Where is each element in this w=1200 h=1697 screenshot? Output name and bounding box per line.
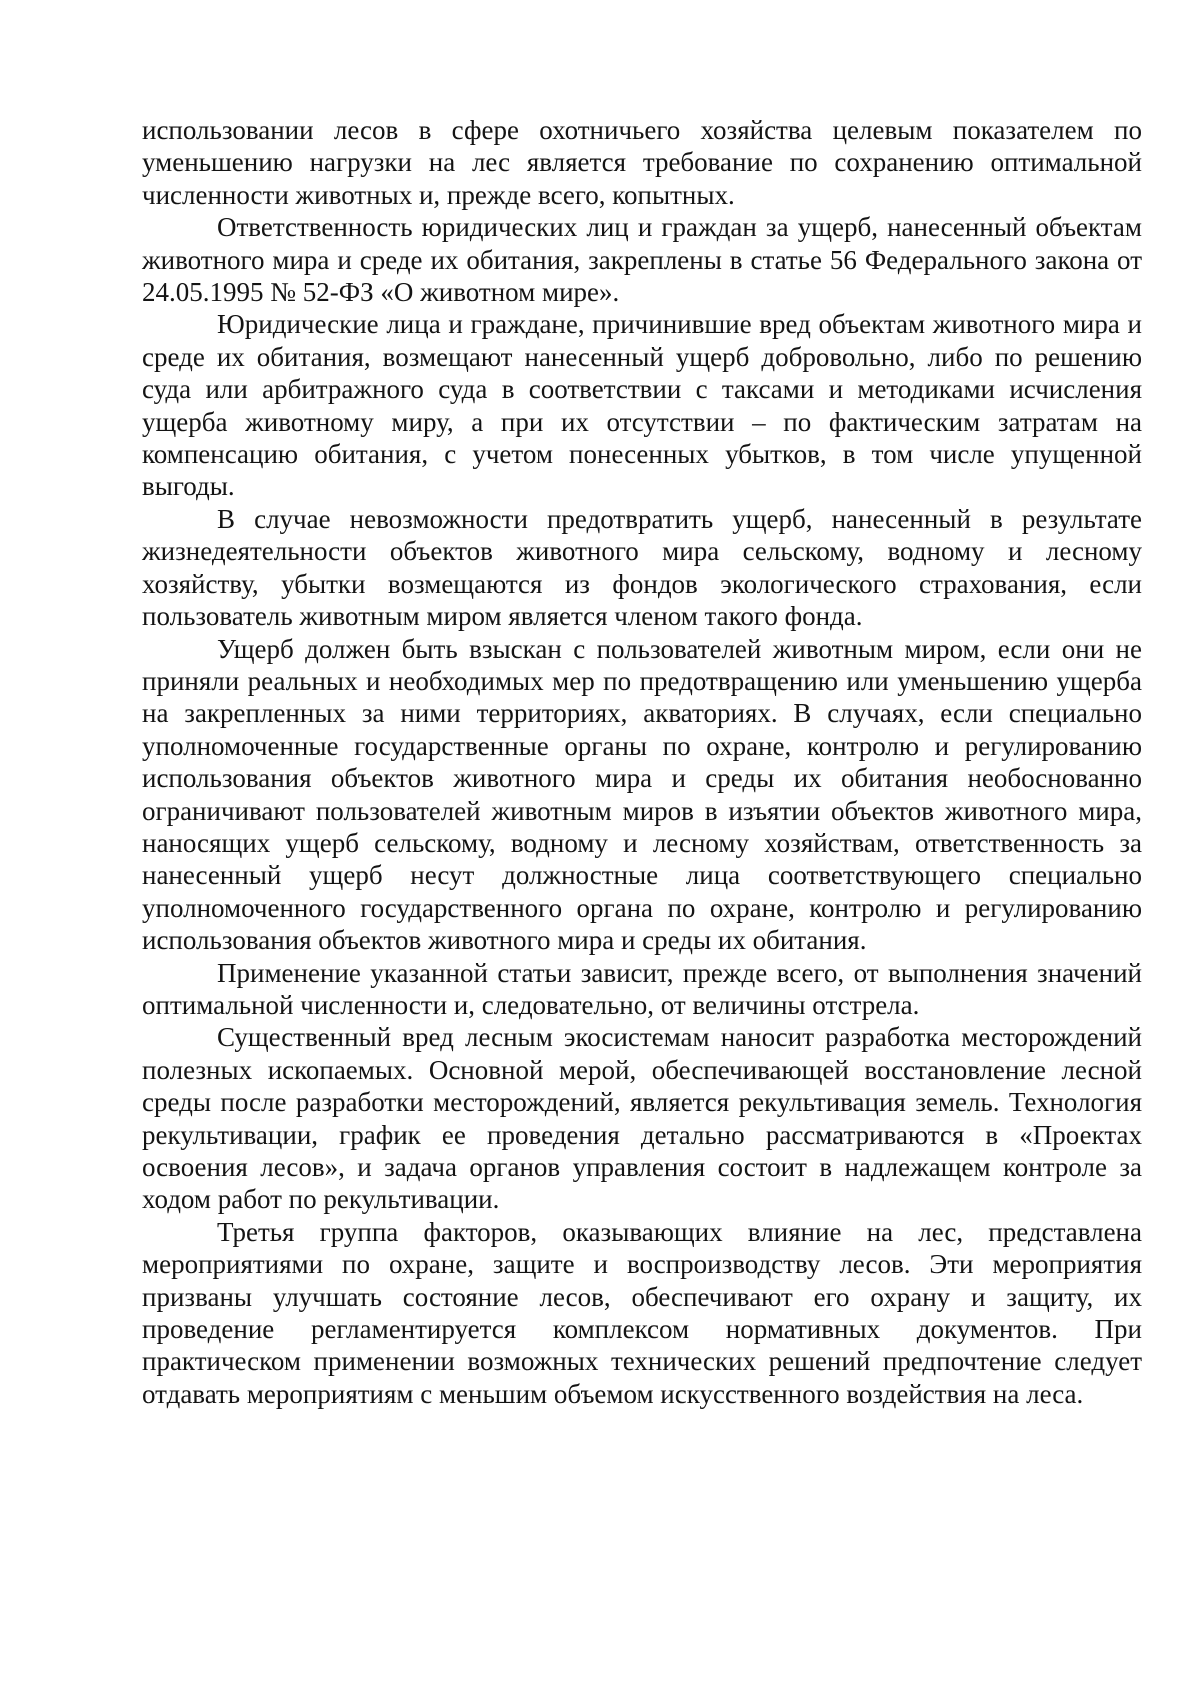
- paragraph-liability: Ответственность юридических лиц и граждан за ущерб, нанесенный объектам животного мира и среде их обитания, закреплены в статье 56 Федерального закона от 24.05.1995 № 52-ФЗ «О животном мире».: [142, 212, 1142, 308]
- paragraph-insurance: В случае невозможности предотвратить ущерб, нанесенный в результате жизнедеятельности объектов животного мира сельскому, водному и лесному хозяйству, убытки возмещаются из фондов экологического страхования, если пользователь животным миром является членом такого фонда.: [142, 503, 1142, 632]
- paragraph-application: Применение указанной статьи зависит, прежде всего, от выполнения значений оптимальной численности и, следовательно, от величины отстрела.: [142, 957, 1142, 1020]
- paragraph-damage-recovery: Ущерб должен быть взыскан с пользователей животным миром, если они не приняли реальных и необходимых мер по предотвращению или уменьшению ущерба на закрепленных за ними территориях, акваториях. В случаях, если специально уполномоченные государственные органы по охране, контролю и регулированию использования объектов животного мира и среды их обитания необоснованно ограничивают пользователей животным миров в изъятии объектов животного мира, наносящих ущерб сельскому, водному и лесному хозяйствам, ответственность за нанесенный ущерб несут должностные лица соответствующего специально уполномоченного государственного органа по охране, контролю и регулированию использования объектов животного мира и среды их обитания.: [142, 633, 1142, 956]
- paragraph-compensation: Юридические лица и граждане, причинившие вред объектам животного мира и среде их обитания, возмещают нанесенный ущерб добровольно, либо по решению суда или арбитражного суда в соответствии с таксами и методиками исчисления ущерба животному миру, а при их отсутствии – по фактическим затратам на компенсацию обитания, с учетом понесенных убытков, в том числе упущенной выгоды.: [142, 309, 1142, 502]
- paragraph-mining: Существенный вред лесным экосистемам наносит разработка месторождений полезных ископаемых. Основной мерой, обеспечивающей восстановление лесной среды после разработки месторождений, является рекультивация земель. Технология рекультивации, график ее проведения детально рассматриваются в «Проектах освоения лесов», и задача органов управления состоит в надлежащем контроле за ходом работ по рекультивации.: [142, 1022, 1142, 1215]
- paragraph-protection-measures: Третья группа факторов, оказывающих влияние на лес, представлена мероприятиями по охране, защите и воспроизводству лесов. Эти мероприятия призваны улучшать состояние лесов, обеспечивают его охрану и защиту, их проведение регламентируется комплексом нормативных документов. При практическом применении возможных технических решений предпочтение следует отдавать мероприятиям с меньшим объемом искусственного воздействия на леса.: [142, 1216, 1142, 1409]
- paragraph-continued: использовании лесов в сфере охотничьего хозяйства целевым показателем по уменьшению нагрузки на лес является требование по сохранению оптимальной численности животных и, прежде всего, копытных.: [142, 115, 1142, 210]
- document-body: [142, 114, 1142, 1410]
